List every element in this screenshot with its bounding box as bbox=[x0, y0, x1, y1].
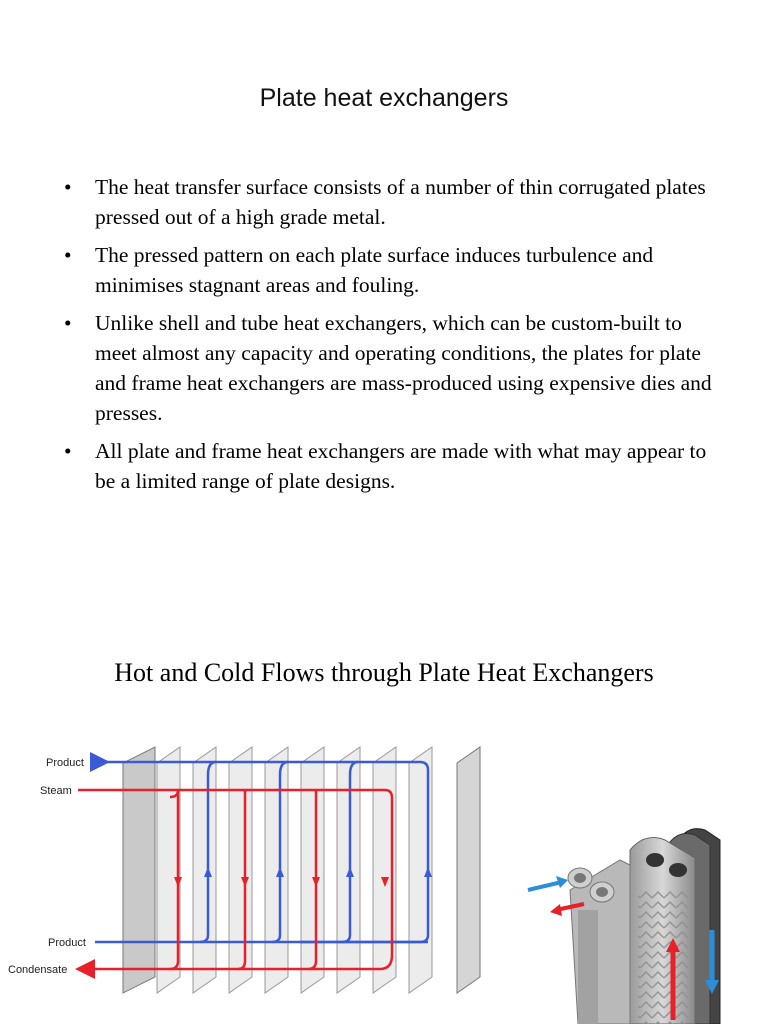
label-product-in: Product bbox=[48, 937, 86, 949]
frame-side bbox=[578, 910, 598, 1024]
plate bbox=[301, 747, 324, 993]
plate bbox=[337, 747, 360, 993]
end-frame-plate bbox=[123, 747, 155, 993]
bullet-item: • The pressed pattern on each plate surface induces turbulence and minimises stagnant areas and fouling. bbox=[62, 240, 712, 300]
plate bbox=[265, 747, 288, 993]
port-hole bbox=[669, 863, 687, 877]
bullet-list bbox=[62, 172, 712, 504]
port-hole bbox=[646, 853, 664, 867]
section-title: Hot and Cold Flows through Plate Heat Exchangers bbox=[114, 658, 654, 687]
bullet-item: • Unlike shell and tube heat exchangers, which can be custom-built to meet almost any capacity and operating conditions, the plates for plate and frame heat exchangers are mass-produced using expensive dies and presses. bbox=[62, 308, 712, 428]
plates bbox=[123, 747, 480, 993]
flow-diagram bbox=[0, 735, 500, 1024]
cold-in-arrow bbox=[528, 882, 562, 890]
label-steam: Steam bbox=[40, 785, 72, 797]
corrugated-surface bbox=[638, 890, 688, 1024]
nozzle bbox=[596, 887, 608, 897]
label-product-out: Product bbox=[46, 757, 84, 769]
hot-out-arrow-head bbox=[550, 904, 562, 916]
label-condensate: Condensate bbox=[8, 964, 68, 976]
plate bbox=[229, 747, 252, 993]
bullet-item: • All plate and frame heat exchangers are made with what may appear to be a limited range of plate designs. bbox=[62, 436, 712, 496]
bullet-item: • The heat transfer surface consists of a number of thin corrugated plates pressed out of a high grade metal. bbox=[62, 172, 712, 232]
plate-exchanger-illustration bbox=[520, 820, 760, 1024]
end-frame-plate bbox=[457, 747, 480, 993]
nozzle bbox=[574, 873, 586, 883]
slide-title: Plate heat exchangers bbox=[259, 84, 509, 112]
plate bbox=[157, 747, 180, 993]
plate bbox=[193, 747, 216, 993]
